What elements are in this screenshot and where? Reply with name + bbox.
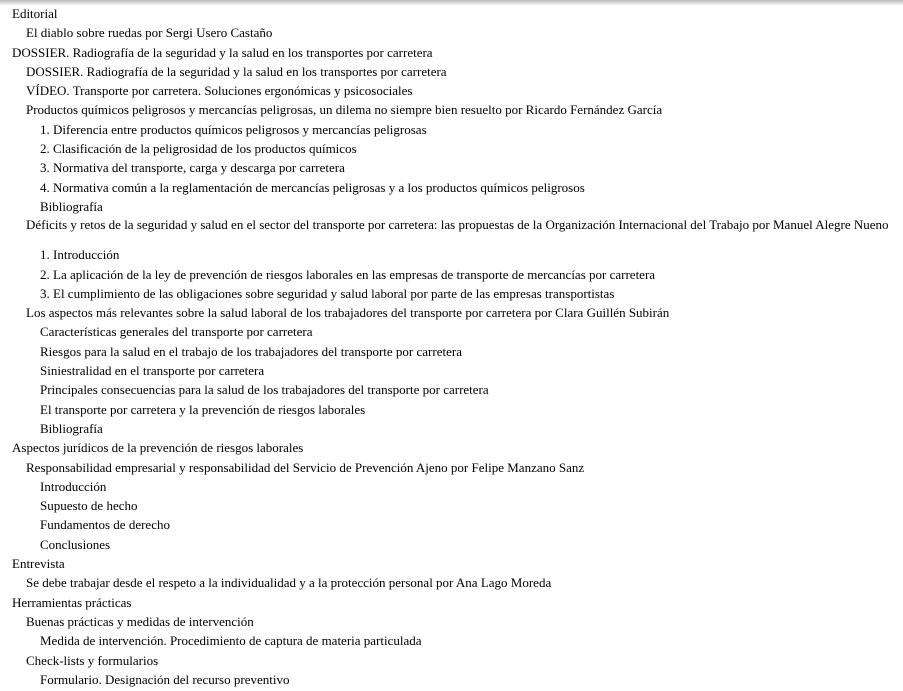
toc-subsection-link[interactable]	[0, 380, 903, 399]
toc-subsection-link[interactable]	[0, 197, 903, 216]
toc-item-label: Entrevista	[12, 556, 65, 572]
toc-subsection-link[interactable]	[0, 496, 903, 515]
toc-subsection-link[interactable]	[0, 535, 903, 554]
toc-item-label: 3. Normativa del transporte, carga y descarga por carretera	[40, 160, 345, 176]
toc-item-label: Aspectos jurídicos de la prevención de riesgos laborales	[12, 440, 304, 456]
toc-item-label: Formulario. Designación del recurso preventivo	[40, 671, 290, 687]
toc-subsection-link[interactable]	[0, 139, 903, 158]
toc-subsection-link[interactable]	[0, 400, 903, 419]
toc-item-label: Herramientas prácticas	[12, 594, 132, 610]
toc-item-label: 2. Clasificación de la peligrosidad de los productos químicos	[40, 141, 357, 157]
toc-item-label: DOSSIER. Radiografía de la seguridad y la salud en los transportes por carretera	[26, 63, 447, 79]
toc-item-label: 1. Introducción	[40, 247, 120, 263]
toc-section-link[interactable]	[0, 4, 903, 23]
toc-subsection-link[interactable]	[0, 631, 903, 650]
toc-subsection-link[interactable]	[0, 178, 903, 197]
toc-item-label: Editorial	[12, 6, 58, 21]
toc-item-label: El diablo sobre ruedas por Sergi Usero Castaño	[26, 25, 273, 41]
toc-item-label: VÍDEO. Transporte por carretera. Soluciones ergonómicas y psicosociales	[26, 83, 413, 99]
toc-item-label: Siniestralidad en el transporte por carretera	[40, 363, 265, 379]
toc-item-label: Riesgos para la salud en el trabajo de los trabajadores del transporte por carretera	[40, 343, 462, 359]
toc-item-label: Productos químicos peligrosos y mercancías peligrosas, un dilema no siempre bien resuelto por Ricardo Fernández García	[26, 102, 663, 118]
toc-item-label: 1. Diferencia entre productos químicos peligrosos y mercancías peligrosas	[40, 121, 427, 137]
toc-item-label: Conclusiones	[40, 536, 111, 552]
toc-item-label: Bibliografía	[40, 198, 103, 214]
toc-item-label: Se debe trabajar desde el respeto a la individualidad y a la protección personal por Ana Lago Moreda	[26, 575, 552, 591]
toc-article-link[interactable]	[0, 458, 903, 477]
toc-article-link[interactable]	[0, 100, 903, 119]
toc-article-link[interactable]	[0, 303, 903, 322]
toc-item-label: Los aspectos más relevantes sobre la salud laboral de los trabajadores del transporte por carretera por Clara Guillén Subirán	[26, 305, 670, 321]
toc-item-label: Principales consecuencias para la salud de los trabajadores del transporte por carretera	[40, 382, 489, 398]
toc-subsection-link[interactable]	[0, 284, 903, 303]
toc-subsection-link[interactable]	[0, 120, 903, 139]
toc-item-label: Medida de intervención. Procedimiento de captura de materia particulada	[40, 633, 422, 649]
toc-article-link[interactable]	[0, 651, 903, 670]
toc-section-link[interactable]	[0, 593, 903, 612]
toc-item-label: 2. La aplicación de la ley de prevención de riesgos laborales en las empresas de transporte de mercancías por carretera	[40, 266, 656, 282]
toc-item-label: Responsabilidad empresarial y responsabilidad del Servicio de Prevención Ajeno por Felipe Manzano Sanz	[26, 459, 585, 475]
toc-subsection-link[interactable]	[0, 515, 903, 534]
toc-item-label: DOSSIER. Radiografía de la seguridad y la salud en los transportes por carretera	[12, 44, 433, 60]
toc-subsection-link[interactable]	[0, 670, 903, 689]
toc-article-link[interactable]	[0, 573, 903, 592]
toc-item-label: Supuesto de hecho	[40, 498, 138, 514]
toc-article-link[interactable]	[0, 81, 903, 100]
toc-section-link[interactable]	[0, 438, 903, 457]
toc-item-label: El transporte por carretera y la prevención de riesgos laborales	[40, 401, 366, 417]
toc-section-link[interactable]	[0, 43, 903, 62]
toc-item-label: Déficits y retos de la seguridad y salud en el sector del transporte por carretera: las propuestas de la Organización Internacional del Trabajo por Manuel Alegre Nueno	[26, 217, 889, 233]
toc-subsection-link[interactable]	[0, 245, 903, 264]
toc-item-label: Check-lists y formularios	[26, 652, 159, 668]
toc-subsection-link[interactable]	[0, 361, 903, 380]
toc-subsection-link[interactable]	[0, 265, 903, 284]
toc-item-label: Introducción	[40, 478, 107, 494]
table-of-contents	[0, 4, 903, 689]
toc-article-link[interactable]	[0, 216, 903, 245]
toc-subsection-link[interactable]	[0, 419, 903, 438]
toc-item-label: Características generales del transporte por carretera	[40, 324, 313, 340]
toc-article-link[interactable]	[0, 612, 903, 631]
toc-article-link[interactable]	[0, 62, 903, 81]
toc-subsection-link[interactable]	[0, 322, 903, 341]
toc-item-label: 4. Normativa común a la reglamentación de mercancías peligrosas y a los productos químicos peligrosos	[40, 179, 585, 195]
toc-subsection-link[interactable]	[0, 342, 903, 361]
toc-subsection-link[interactable]	[0, 158, 903, 177]
toc-section-link[interactable]	[0, 554, 903, 573]
toc-item-label: Buenas prácticas y medidas de intervención	[26, 613, 254, 629]
toc-subsection-link[interactable]	[0, 477, 903, 496]
toc-item-label: 3. El cumplimiento de las obligaciones sobre seguridad y salud laboral por parte de las empresas transportistas	[40, 285, 615, 301]
toc-article-link[interactable]	[0, 23, 903, 42]
toc-item-label: Bibliografía	[40, 420, 103, 436]
toc-item-label: Fundamentos de derecho	[40, 517, 170, 533]
